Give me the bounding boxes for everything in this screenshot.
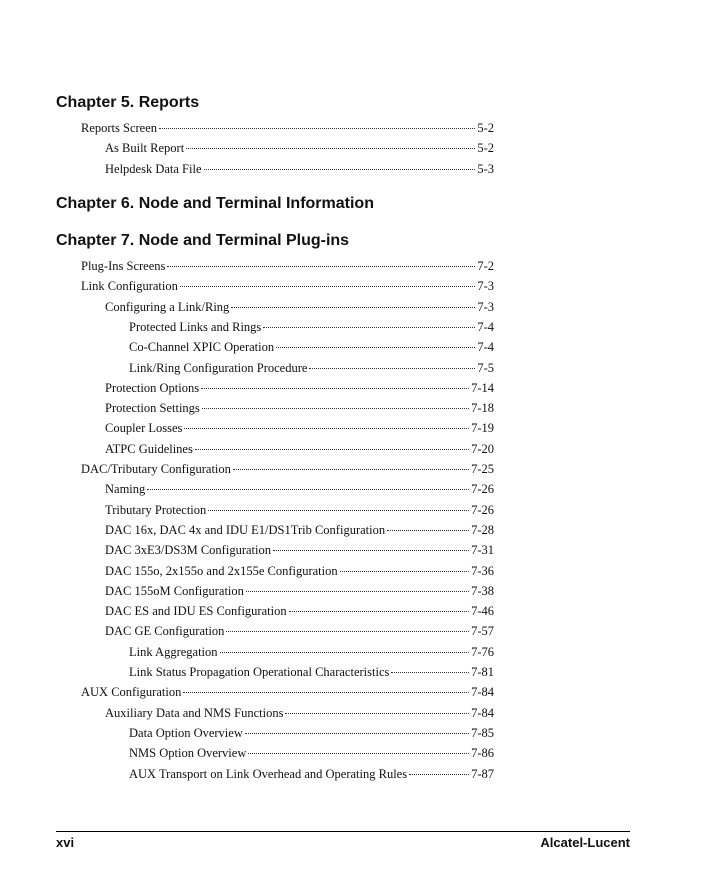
toc-entry-page: 7-4	[477, 319, 494, 334]
toc-entry-page: 7-38	[471, 583, 494, 598]
toc-entry-page: 7-20	[471, 441, 494, 456]
toc-entry[interactable]	[105, 706, 494, 726]
toc-entry[interactable]	[129, 665, 494, 685]
toc-entry[interactable]	[129, 645, 494, 665]
toc-entry-page: 7-57	[471, 624, 494, 639]
toc-entry-page: 7-26	[471, 482, 494, 497]
toc-entry-title: Coupler Losses	[105, 421, 183, 436]
toc-entry[interactable]	[105, 584, 494, 604]
toc-dot-leader	[387, 530, 469, 531]
toc-entry[interactable]	[105, 482, 494, 502]
toc-entry[interactable]	[129, 746, 494, 766]
toc-dot-leader	[231, 307, 475, 308]
toc-entry[interactable]	[105, 381, 494, 401]
toc-entry-title: DAC ES and IDU ES Configuration	[105, 604, 287, 619]
toc-entry[interactable]	[129, 340, 494, 360]
toc-entry[interactable]	[105, 162, 494, 182]
toc-entry-page: 7-84	[471, 705, 494, 720]
toc-entry-title: Link Status Propagation Operational Characteristics	[129, 665, 390, 679]
toc-dot-leader	[409, 774, 469, 775]
toc-entry-title: Link Aggregation	[129, 644, 218, 659]
footer-page-number: xvi	[56, 835, 75, 850]
toc-dot-leader	[201, 388, 469, 389]
toc-entry-page: 5-2	[477, 141, 494, 156]
toc-entry[interactable]	[129, 361, 494, 381]
toc-dot-leader	[248, 753, 469, 754]
toc-dot-leader	[183, 692, 469, 693]
toc-entry[interactable]	[105, 421, 494, 441]
toc-dot-leader	[186, 148, 475, 149]
toc-entry-title: Reports Screen	[81, 121, 158, 135]
toc-entry-title: ATPC Guidelines	[105, 441, 193, 456]
toc-dot-leader	[340, 571, 469, 572]
toc-entry-title: Protection Options	[105, 380, 200, 395]
toc-entry[interactable]	[129, 767, 494, 787]
toc-entry-title: DAC/Tributary Configuration	[81, 462, 231, 476]
toc-entry-title: AUX Configuration	[81, 685, 182, 700]
footer-rule	[56, 831, 630, 832]
toc-entry-title: DAC 155oM Configuration	[105, 583, 244, 598]
toc-dot-leader	[276, 347, 475, 348]
toc-entry-page: 7-5	[477, 360, 494, 375]
toc-entry-title: Helpdesk Data File	[105, 161, 202, 176]
toc-dot-leader	[285, 713, 469, 714]
toc-dot-leader	[226, 631, 469, 632]
toc-entry-page: 7-25	[471, 462, 494, 476]
toc-entry-page: 7-2	[477, 259, 494, 273]
chapter-7-heading: Chapter 7. Node and Terminal Plug-ins	[56, 232, 350, 249]
toc-entry-page: 7-31	[471, 543, 494, 558]
toc-entry[interactable]	[81, 462, 494, 482]
toc-dot-leader	[202, 408, 469, 409]
toc-entry-page: 7-19	[471, 421, 494, 436]
toc-entry[interactable]	[81, 121, 494, 141]
footer-company: Alcatel-Lucent	[540, 835, 630, 850]
toc-entry[interactable]	[105, 503, 494, 523]
toc-entry-title: Tributary Protection	[105, 502, 207, 517]
chapter-6-heading: Chapter 6. Node and Terminal Information	[56, 195, 374, 212]
toc-entry[interactable]	[129, 726, 494, 746]
toc-entry[interactable]	[81, 259, 494, 279]
toc-entry[interactable]	[105, 604, 494, 624]
toc-entry-page: 7-36	[471, 563, 494, 578]
toc-entry-page: 7-28	[471, 522, 494, 537]
toc-entry-title: Naming	[105, 482, 146, 497]
toc-dot-leader	[263, 327, 475, 328]
toc-entry-page: 5-2	[477, 121, 494, 135]
toc-entry-page: 7-84	[471, 685, 494, 700]
toc-entry-page: 7-26	[471, 502, 494, 517]
toc-entry[interactable]	[105, 401, 494, 421]
toc-entry-page: 5-3	[477, 161, 494, 176]
toc-dot-leader	[309, 368, 475, 369]
chapter-5-heading: Chapter 5. Reports	[56, 94, 200, 111]
toc-entry-page: 7-3	[477, 299, 494, 314]
toc-entry-title: NMS Option Overview	[129, 746, 247, 761]
toc-entry-page: 7-87	[471, 766, 494, 781]
toc-entry[interactable]	[105, 543, 494, 563]
toc-dot-leader	[233, 469, 469, 470]
toc-entry-title: DAC 16x, DAC 4x and IDU E1/DS1Trib Configuration	[105, 522, 386, 537]
toc-entry-title: AUX Transport on Link Overhead and Operating Rules	[129, 766, 408, 781]
toc-dot-leader	[208, 510, 469, 511]
toc-entry[interactable]	[105, 564, 494, 584]
toc-entry-page: 7-76	[471, 644, 494, 659]
toc-entry[interactable]	[105, 442, 494, 462]
toc-entry-page: 7-46	[471, 604, 494, 619]
toc-entry-page: 7-18	[471, 401, 494, 416]
toc-entry[interactable]	[81, 685, 494, 705]
toc-entry-title: Protection Settings	[105, 401, 200, 416]
toc-dot-leader	[204, 169, 476, 170]
toc-entry-title: DAC 3xE3/DS3M Configuration	[105, 543, 271, 558]
toc-dot-leader	[273, 550, 469, 551]
toc-entry[interactable]	[105, 300, 494, 320]
toc-dot-leader	[147, 489, 469, 490]
toc-entry-page: 7-85	[471, 725, 494, 740]
toc-entry-page: 7-86	[471, 746, 494, 761]
toc-dot-leader	[184, 428, 469, 429]
toc-entry[interactable]	[105, 141, 494, 161]
toc-entry-title: Auxiliary Data and NMS Functions	[105, 705, 284, 720]
toc-dot-leader	[289, 611, 469, 612]
toc-entry-title: Data Option Overview	[129, 725, 243, 740]
toc-entry-page: 7-14	[471, 380, 494, 395]
toc-dot-leader	[246, 591, 469, 592]
toc-dot-leader	[167, 266, 475, 267]
toc-entry-page: 7-81	[471, 665, 494, 679]
toc-entry[interactable]	[129, 320, 494, 340]
toc-entry-page: 7-4	[477, 340, 494, 355]
toc-entry-title: Protected Links and Rings	[129, 319, 262, 334]
toc-entry-title: Plug-Ins Screens	[81, 259, 166, 273]
toc-entry[interactable]	[105, 624, 494, 644]
toc-dot-leader	[220, 652, 470, 653]
toc-entry-title: As Built Report	[105, 141, 185, 156]
toc-entry[interactable]	[81, 279, 494, 299]
toc-entry-title: Link/Ring Configuration Procedure	[129, 360, 308, 375]
toc-dot-leader	[391, 672, 469, 673]
toc-entry-title: DAC GE Configuration	[105, 624, 225, 639]
toc-dot-leader	[195, 449, 469, 450]
toc-entry-page: 7-3	[477, 279, 494, 294]
toc-dot-leader	[245, 733, 469, 734]
toc-entry-title: Link Configuration	[81, 279, 178, 294]
toc-dot-leader	[180, 286, 475, 287]
toc-entry-title: Co-Channel XPIC Operation	[129, 340, 275, 355]
toc-entry-title: Configuring a Link/Ring	[105, 299, 230, 314]
toc-entry-title: DAC 155o, 2x155o and 2x155e Configuration	[105, 563, 338, 578]
toc-dot-leader	[159, 128, 475, 129]
toc-entry[interactable]	[105, 523, 494, 543]
